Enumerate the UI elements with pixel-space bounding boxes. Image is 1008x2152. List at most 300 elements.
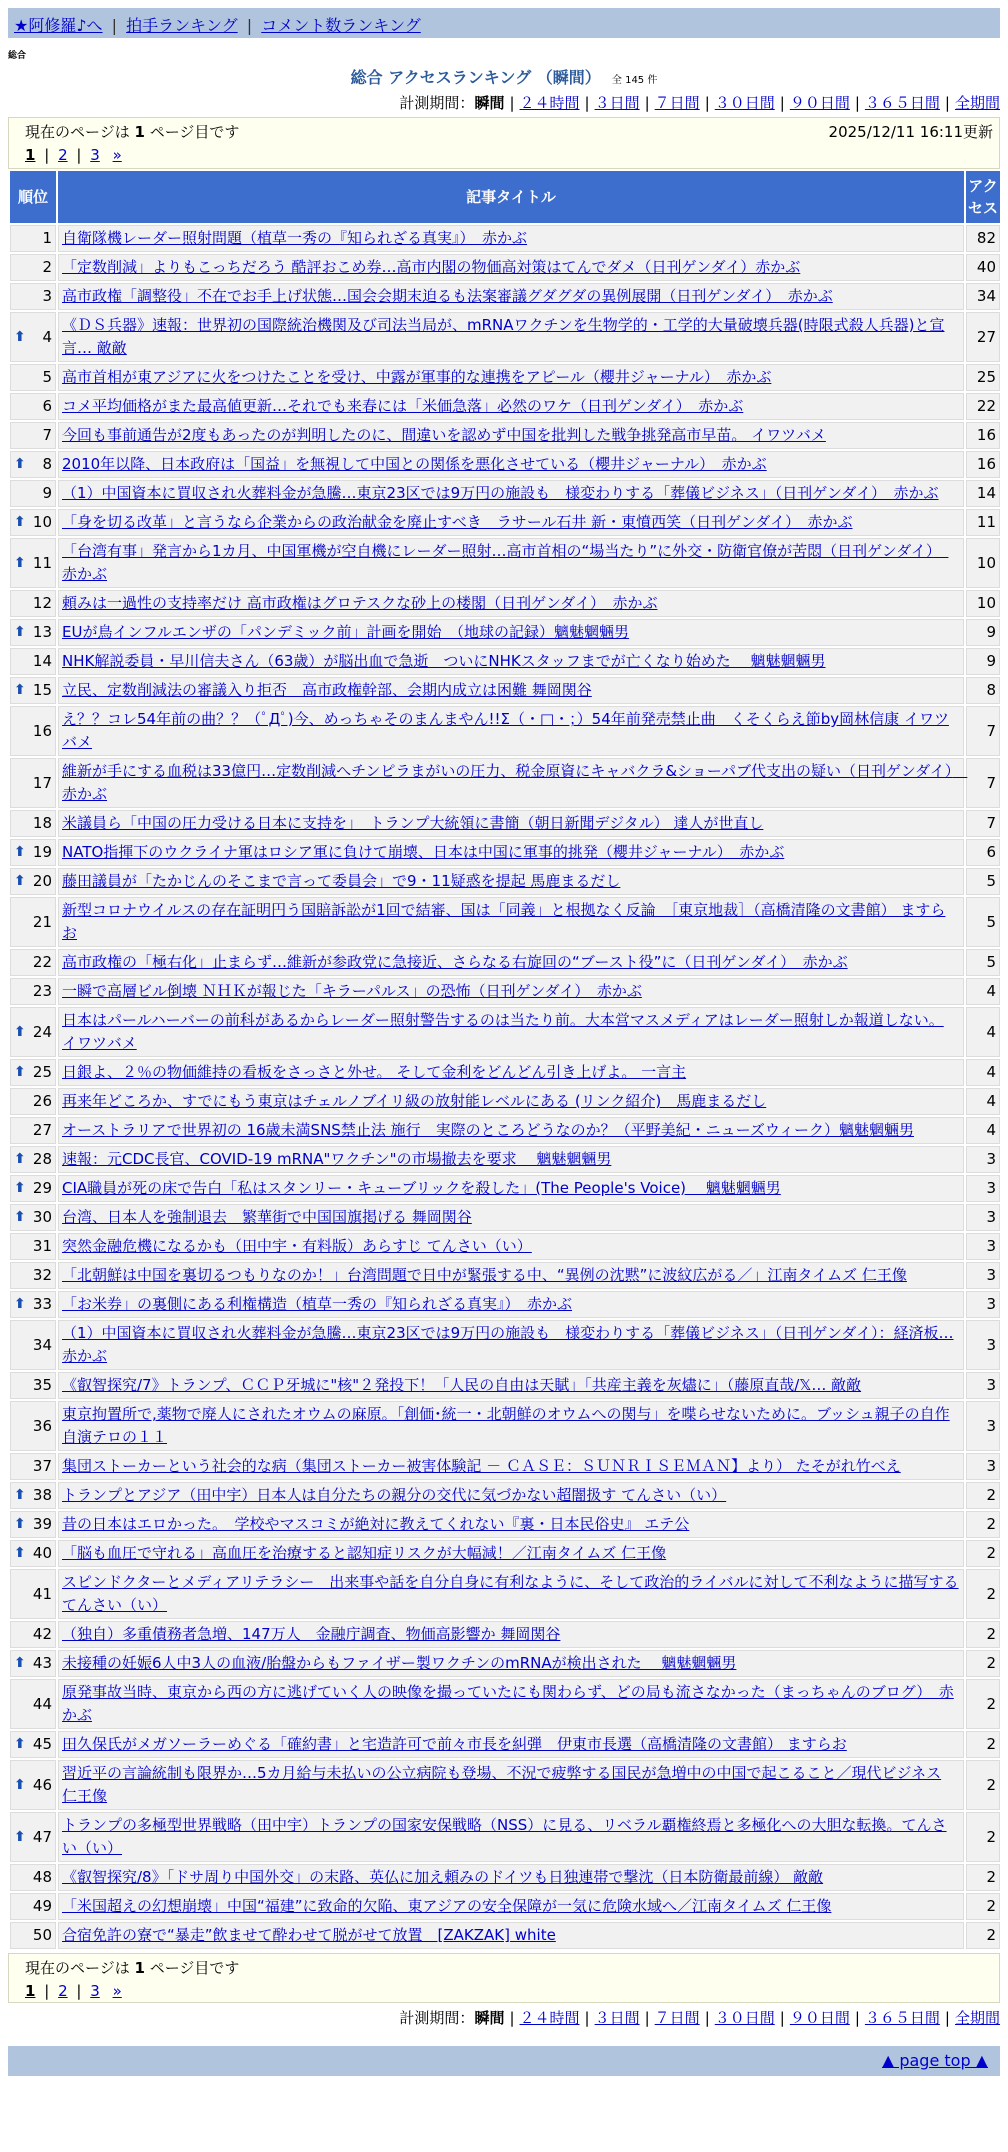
rank-up-arrow-icon: ⬆	[14, 514, 26, 530]
column-header-access: アクセス	[966, 171, 1000, 223]
period-link-7[interactable]: 全期間	[954, 2009, 1000, 2027]
rank-number: 17	[32, 773, 52, 792]
period-separator: |	[779, 2009, 785, 2027]
table-row	[10, 538, 1000, 588]
access-count: 34	[966, 283, 1000, 310]
access-count: 2	[966, 1760, 1000, 1810]
table-row	[10, 1511, 1000, 1538]
title-cell	[58, 1088, 964, 1115]
table-row	[10, 1893, 1000, 1920]
period-link-1[interactable]: ２４時間	[519, 2009, 580, 2027]
table-row	[10, 1401, 1000, 1451]
title-cell	[58, 1893, 964, 1920]
table-row	[10, 1233, 1000, 1260]
title-cell	[58, 1059, 964, 1086]
table-row	[10, 1175, 1000, 1202]
rank-cell	[10, 1731, 56, 1758]
rank-cell	[10, 225, 56, 252]
title-cell	[58, 1482, 964, 1509]
table-row	[10, 677, 1000, 704]
table-row	[10, 1291, 1000, 1318]
period-link-4[interactable]: ３０日間	[714, 2009, 775, 2027]
article-title-link[interactable]: オーストラリアで世界初の 16歳未満SNS禁止法 施行 実際のところどうなのか？（平野美紀・ニューズウィーク）魑魅魍魎男	[62, 1121, 914, 1139]
rank-number: 41	[32, 1584, 52, 1603]
period-label: 計測期間：	[399, 94, 475, 112]
article-title-link[interactable]: NHK解説委員・早川信夫さん（63歳）が脳出血で急逝 ついにNHKスタッフまでが亡くなり始めた 魑魅魍魎男	[62, 652, 826, 670]
table-row	[10, 1372, 1000, 1399]
rank-number: 6	[42, 397, 52, 415]
period-link-4[interactable]: ３０日間	[714, 94, 775, 112]
access-count: 2	[966, 1511, 1000, 1538]
article-title-link[interactable]: 速報：元CDC長官、COVID-19 mRNA"ワクチン"の市場撤去を要求 魑魅魍魎男	[62, 1150, 612, 1168]
rank-number: 22	[32, 953, 52, 971]
article-title-link[interactable]: EUが鳥インフルエンザの「パンデミック前」計画を開始 （地球の記録）魑魅魍魎男	[62, 623, 630, 641]
period-separator: |	[944, 2009, 950, 2027]
title-cell	[58, 1511, 964, 1538]
title-cell	[58, 1760, 964, 1810]
title-cell	[58, 393, 964, 420]
table-row	[10, 1262, 1000, 1289]
period-link-3[interactable]: ７日間	[654, 2009, 700, 2027]
table-row	[10, 480, 1000, 507]
table-row	[10, 1117, 1000, 1144]
access-count: 3	[966, 1372, 1000, 1399]
rank-cell	[10, 810, 56, 837]
article-title-link[interactable]: 一瞬で高層ビル倒壊 ＮＨＫが報じた「キラーパルス」の恐怖（日刊ゲンダイ） 赤かぶ	[62, 982, 642, 1000]
article-title-link[interactable]: トランプとアジア（田中宇）日本人は自分たちの親分の交代に気づかない超闇扱す てんさい（い）	[62, 1486, 727, 1504]
rank-number: 21	[32, 912, 52, 931]
title-cell	[58, 312, 964, 362]
access-count: 14	[966, 480, 1000, 507]
title-cell	[58, 758, 968, 808]
rank-cell	[10, 897, 56, 947]
rank-up-arrow-icon: ⬆	[14, 624, 26, 640]
access-count: 2	[966, 1650, 1000, 1677]
rank-number: 43	[32, 1654, 52, 1672]
article-title-link[interactable]: 東京拘置所で,薬物で廃人にされたオウムの麻原。「創価･統一・北朝鮮のオウムへの関与」を喋らせないために。ブッシュ親子の自作自演テロの１１	[62, 1405, 950, 1446]
rank-number: 42	[32, 1625, 52, 1643]
rank-number: 16	[32, 721, 52, 740]
comment-ranking-link[interactable]: コメント数ランキング	[261, 16, 421, 35]
rank-up-arrow-icon: ⬆	[14, 554, 26, 571]
title-cell	[58, 254, 964, 281]
pager-bottom: 1 | 2 | 3 »	[25, 1982, 122, 2000]
article-title-link[interactable]: 米議員ら「中国の圧力受ける日本に支持を」 トランプ大統領に書簡（朝日新聞デジタル） 達人が世直し	[62, 814, 764, 832]
footer-bar	[8, 2046, 1000, 2076]
page-1-current: 1	[25, 1982, 36, 2000]
article-title-link[interactable]: え？？コレ54年前の曲？？（ﾟДﾟ)今、めっちゃそのまんまやん!!Σ（・□・；）54年前発売禁止曲 くそくらえ節by岡林信康 イワツバメ	[62, 710, 949, 751]
rank-cell	[10, 648, 56, 675]
article-title-link[interactable]: 藤田議員が「たかじんのそこまで言って委員会」で9・11疑惑を提起 馬鹿まるだし	[62, 872, 621, 890]
rank-number: 23	[32, 982, 52, 1000]
title-cell	[58, 1922, 964, 1949]
rank-cell	[10, 1401, 56, 1451]
page-top-link[interactable]: ▲ page top ▲	[881, 2051, 988, 2070]
article-title-link[interactable]: 《ＤＳ兵器》速報：世界初の国際統治機関及び司法当局が、mRNAワクチンを生物学的・工学的大量破壊兵器(時限式殺人兵器)と宣言… 敵敵	[62, 316, 945, 357]
access-count: 4	[966, 1007, 1000, 1057]
access-count: 4	[966, 978, 1000, 1005]
title-cell	[58, 509, 964, 536]
rank-cell	[10, 1679, 56, 1729]
rank-up-arrow-icon: ⬆	[14, 328, 26, 345]
article-title-link[interactable]: 田久保氏がメガソーラーめぐる「確約書」と宅造許可で前々市長を糾弾 伊東市長選（高橋清隆の文書館） ますらお	[62, 1735, 847, 1753]
access-count: 10	[966, 538, 1000, 588]
column-header-rank: 順位	[10, 171, 56, 223]
current-page-number: 1	[134, 1959, 145, 1977]
access-count: 5	[966, 897, 1000, 947]
period-separator: |	[509, 94, 515, 112]
total-count: 全 145 件	[611, 75, 658, 86]
access-count: 7	[966, 706, 1000, 756]
rank-up-arrow-icon: ⬆	[14, 1776, 26, 1793]
rank-cell	[10, 1088, 56, 1115]
rank-cell	[10, 451, 56, 478]
rank-cell	[10, 949, 56, 976]
title-cell	[58, 1679, 964, 1729]
title-cell	[58, 949, 964, 976]
title-cell	[58, 706, 964, 756]
access-count: 2	[966, 1864, 1000, 1891]
rank-cell	[10, 1482, 56, 1509]
article-title-link[interactable]: 維新が手にする血税は33億円…定数削減へチンピラまがいの圧力、税金原資にキャバクラ&ショーパブ代支出の疑い（日刊ゲンダイ） 赤かぶ	[62, 762, 968, 803]
rank-number: 11	[32, 553, 52, 572]
rank-up-arrow-icon: ⬆	[14, 1296, 26, 1312]
table-row	[10, 283, 1000, 310]
title-cell	[58, 225, 964, 252]
title-cell	[58, 1007, 964, 1057]
period-link-5[interactable]: ９０日間	[789, 94, 850, 112]
article-title-link[interactable]: 「お米券」の裏側にある利権構造（植草一秀の『知られざる真実』） 赤かぶ	[62, 1295, 573, 1313]
article-title-link[interactable]: 今回も事前通告が2度もあったのが判明したのに、間違いを認めず中国を批判した戦争挑発高市早苗。 イワツバメ	[62, 426, 826, 444]
rank-up-arrow-icon: ⬆	[14, 1655, 26, 1671]
rank-number: 7	[42, 426, 52, 444]
access-count: 3	[966, 1146, 1000, 1173]
rank-number: 26	[32, 1092, 52, 1110]
table-row	[10, 364, 1000, 391]
nav-separator: |	[111, 16, 118, 35]
title-cell	[58, 1233, 964, 1260]
article-title-link[interactable]: 《叡智探究/7》トランプ、ＣＣＰ牙城に"核"２発投下！「人民の自由は天賦」「共産主義を灰燼に」（藤原直哉/𝕏… 敵敵	[62, 1376, 862, 1394]
rank-cell	[10, 422, 56, 449]
access-count: 5	[966, 949, 1000, 976]
period-current: 瞬間	[474, 94, 505, 112]
article-title-link[interactable]: 新型コロナウイルスの存在証明円う国賠訴訟が1回で結審、国は「同義」と根拠なく反論 ［東京地裁］（高橋清隆の文書館） ますらお	[62, 901, 946, 942]
rank-cell	[10, 1511, 56, 1538]
period-link-7[interactable]: 全期間	[954, 94, 1000, 112]
rank-number: 25	[32, 1063, 52, 1081]
article-title-link[interactable]: 「定数削減」よりもこっちだろう 酷評おこめ券…高市内閣の物価高対策はてんでダメ（日刊ゲンダイ）赤かぶ	[62, 258, 801, 276]
period-link-6[interactable]: ３６５日間	[864, 94, 940, 112]
period-link-2[interactable]: ３日間	[594, 94, 640, 112]
rank-cell	[10, 1262, 56, 1289]
access-count: 2	[966, 1569, 1000, 1619]
table-row	[10, 590, 1000, 617]
next-page-link[interactable]: »	[112, 1982, 122, 2000]
table-row	[10, 868, 1000, 895]
period-link-5[interactable]: ９０日間	[789, 2009, 850, 2027]
article-title-link[interactable]: （独自）多重債務者急増、147万人 金融庁調査、物価高影響か 舞岡関谷	[62, 1625, 561, 1643]
rank-number: 20	[32, 872, 52, 890]
rank-number: 5	[42, 368, 52, 386]
article-title-link[interactable]: 高市政権「調整役」不在でお手上げ状態…国会会期末迫るも法案審議グダグダの異例展開（日刊ゲンダイ） 赤かぶ	[62, 287, 833, 305]
title-cell	[58, 1569, 964, 1619]
rank-up-arrow-icon: ⬆	[14, 1487, 26, 1503]
rank-number: 47	[32, 1827, 52, 1846]
rank-number: 32	[32, 1266, 52, 1284]
access-count: 8	[966, 677, 1000, 704]
table-row	[10, 1569, 1000, 1619]
access-count: 4	[966, 1117, 1000, 1144]
rank-number: 48	[32, 1868, 52, 1886]
rank-number: 19	[32, 843, 52, 861]
rank-number: 28	[32, 1150, 52, 1168]
article-title-link[interactable]: 昔の日本はエロかった。 学校やマスコミが絶対に教えてくれない『裏・日本民俗史』 エテ公	[62, 1515, 690, 1533]
rank-number: 8	[42, 455, 52, 473]
period-link-1[interactable]: ２４時間	[519, 94, 580, 112]
article-title-link[interactable]: 集団ストーカーという社会的な病（集団ストーカー被害体験記 － ＣＡＳＥ：ＳＵＮＲＩＳＥＭＡＮ】より） たそがれ竹べえ	[62, 1457, 901, 1475]
table-row	[10, 897, 1000, 947]
rank-cell	[10, 1453, 56, 1480]
rank-cell	[10, 1569, 56, 1619]
rank-number: 38	[32, 1486, 52, 1504]
current-page-text: 現在のページは 1 ページ目です	[25, 1959, 240, 1977]
rank-cell	[10, 1922, 56, 1949]
ranking-table	[8, 169, 1002, 1951]
rank-cell	[10, 1233, 56, 1260]
rank-up-arrow-icon: ⬆	[14, 844, 26, 860]
access-count: 2	[966, 1893, 1000, 1920]
rank-number: 12	[32, 594, 52, 612]
access-count: 2	[966, 1812, 1000, 1862]
article-title-link[interactable]: 「脳も血圧で守れる」高血圧を治療すると認知症リスクが大幅減！／江南タイムズ 仁王像	[62, 1544, 667, 1562]
article-title-link[interactable]: 「台湾有事」発言から1カ月、中国軍機が空自機にレーダー照射…高市首相の“場当たり”に外交・防衛官僚が苦悶（日刊ゲンダイ） 赤かぶ	[62, 542, 949, 583]
rank-number: 4	[42, 327, 52, 346]
access-count: 3	[966, 1262, 1000, 1289]
table-row	[10, 422, 1000, 449]
rank-cell	[10, 1372, 56, 1399]
article-title-link[interactable]: 自衛隊機レーダー照射問題（植草一秀の『知られざる真実』） 赤かぶ	[62, 229, 528, 247]
article-title-link[interactable]: 立民、定数削減法の審議入り拒否 高市政権幹部、会期内成立は困難 舞岡関谷	[62, 681, 592, 699]
rank-cell	[10, 1007, 56, 1057]
article-title-link[interactable]: 未接種の妊娠6人中3人の血液/胎盤からもファイザー製ワクチンのmRNAが検出された 魑魅魍魎男	[62, 1654, 737, 1672]
rank-cell	[10, 758, 56, 808]
article-title-link[interactable]: 原発事故当時、東京から西の方に逃げていく人の映像を撮っていたにも関わらず、どの局も流さなかった（まっちゃんのブログ） 赤かぶ	[62, 1683, 954, 1724]
rank-number: 30	[32, 1208, 52, 1226]
rank-cell	[10, 538, 56, 588]
article-title-link[interactable]: スピンドクターとメディアリテラシー 出来事や話を自分自身に有利なように、そして政治的ライバルに対して不利なように描写する てんさい（い）	[62, 1573, 959, 1614]
article-title-link[interactable]: コメ平均価格がまた最高値更新…それでも来春には「米価急落」必然のワケ（日刊ゲンダイ） 赤かぶ	[62, 397, 744, 415]
title-cell	[58, 897, 964, 947]
rank-cell	[10, 1621, 56, 1648]
table-row	[10, 1320, 1000, 1370]
article-title-link[interactable]: （1）中国資本に買収され火葬料金が急騰…東京23区では9万円の施設も 様変わりする「葬儀ビジネス」（日刊ゲンダイ） 赤かぶ	[62, 484, 939, 502]
title-cell	[58, 480, 964, 507]
access-count: 2	[966, 1482, 1000, 1509]
home-link[interactable]: ★阿修羅♪へ	[14, 16, 103, 35]
rank-cell	[10, 254, 56, 281]
pager-top: 1 | 2 | 3 »	[25, 146, 122, 164]
period-separator: |	[584, 94, 590, 112]
access-count: 82	[966, 225, 1000, 252]
table-row	[10, 1482, 1000, 1509]
table-row	[10, 1922, 1000, 1949]
table-row	[10, 978, 1000, 1005]
rank-cell	[10, 1146, 56, 1173]
period-separator: |	[854, 2009, 860, 2027]
table-row	[10, 393, 1000, 420]
top-navigation-bar	[8, 8, 1000, 38]
article-title-link[interactable]: NATO指揮下のウクライナ軍はロシア軍に負けて崩壊、日本は中国に軍事的挑発（櫻井ジャーナル） 赤かぶ	[62, 843, 785, 861]
table-row	[10, 451, 1000, 478]
table-row	[10, 839, 1000, 866]
period-link-3[interactable]: ７日間	[654, 94, 700, 112]
access-count: 3	[966, 1320, 1000, 1370]
page-3-link[interactable]: 3	[90, 146, 100, 164]
rank-cell	[10, 393, 56, 420]
title-cell	[58, 677, 964, 704]
title-cell	[58, 810, 964, 837]
rank-number: 15	[32, 681, 52, 699]
table-row	[10, 1731, 1000, 1758]
table-row	[10, 1540, 1000, 1567]
table-row	[10, 619, 1000, 646]
rank-cell	[10, 1864, 56, 1891]
period-separator: |	[944, 94, 950, 112]
period-label: 計測期間：	[399, 2009, 475, 2027]
page-3-link[interactable]: 3	[90, 1982, 100, 2000]
access-count: 9	[966, 648, 1000, 675]
period-separator: |	[779, 94, 785, 112]
article-title-link[interactable]: 2010年以降、日本政府は「国益」を無視して中国との関係を悪化させている（櫻井ジャーナル） 赤かぶ	[62, 455, 767, 473]
rank-number: 18	[32, 814, 52, 832]
table-row	[10, 509, 1000, 536]
access-count: 3	[966, 1401, 1000, 1451]
title-cell	[58, 978, 964, 1005]
access-count: 6	[966, 839, 1000, 866]
article-title-link[interactable]: CIA職員が死の床で告白「私はスタンリー・キューブリックを殺した」(The People's Voice) 魑魅魍魎男	[62, 1179, 781, 1197]
access-count: 3	[966, 1291, 1000, 1318]
rank-cell	[10, 706, 56, 756]
rank-number: 49	[32, 1897, 52, 1915]
page-2-link[interactable]: 2	[58, 146, 68, 164]
table-row	[10, 1059, 1000, 1086]
rank-cell	[10, 364, 56, 391]
rank-cell	[10, 1204, 56, 1231]
access-count: 11	[966, 509, 1000, 536]
table-header-row	[10, 171, 1000, 223]
table-row	[10, 1453, 1000, 1480]
article-title-link[interactable]: 「北朝鮮は中国を裏切るつもりなのか！」台湾問題で日中が緊張する中、“異例の沈黙”に波紋広がる／」江南タイムズ 仁王像	[62, 1266, 907, 1284]
rank-number: 33	[32, 1295, 52, 1313]
article-title-link[interactable]: 日銀よ、２％の物価維持の看板をさっさと外せ。 そして金利をどんどん引き上げよ。 一言主	[62, 1063, 687, 1081]
access-count: 10	[966, 590, 1000, 617]
title-cell	[58, 1621, 964, 1648]
table-row	[10, 1760, 1000, 1810]
article-title-link[interactable]: 「米国超えの幻想崩壊」中国“福建”に致命的欠陥、東アジアの安全保障が一気に危険水域へ／江南タイムズ 仁王像	[62, 1897, 832, 1915]
title-cell	[58, 619, 964, 646]
table-row	[10, 1679, 1000, 1729]
article-title-link[interactable]: 再来年どころか、すでにもう東京はチェルノブイリ級の放射能レベルにある (リンク紹介) 馬鹿まるだし	[62, 1092, 767, 1110]
title-cell	[58, 648, 964, 675]
title-cell	[58, 422, 964, 449]
rank-number: 50	[32, 1926, 52, 1944]
article-title-link[interactable]: 高市首相が東アジアに火をつけたことを受け、中露が軍事的な連携をアピール（櫻井ジャーナル） 赤かぶ	[62, 368, 772, 386]
article-title-link[interactable]: 日本はパールハーバーの前科があるからレーダー照射警告するのは当たり前。大本営マスメディアはレーダー照射しか報道しない。 イワツバメ	[62, 1011, 944, 1052]
rank-cell	[10, 590, 56, 617]
rank-cell	[10, 619, 56, 646]
article-title-link[interactable]: 「身を切る改革」と言うなら企業からの政治献金を廃止すべき ラサール石井 新・東憤西笑（日刊ゲンダイ） 赤かぶ	[62, 513, 853, 531]
title-cell	[58, 283, 964, 310]
access-count: 5	[966, 868, 1000, 895]
access-count: 40	[966, 254, 1000, 281]
period-link-2[interactable]: ３日間	[594, 2009, 640, 2027]
table-row	[10, 1204, 1000, 1231]
rank-cell	[10, 1117, 56, 1144]
title-cell	[58, 538, 964, 588]
rank-up-arrow-icon: ⬆	[14, 1064, 26, 1080]
title-cell	[58, 1401, 964, 1451]
period-separator: |	[704, 2009, 710, 2027]
rank-number: 27	[32, 1121, 52, 1139]
rank-cell	[10, 839, 56, 866]
rank-number: 9	[42, 484, 52, 502]
next-page-link[interactable]: »	[112, 146, 122, 164]
access-count: 7	[966, 758, 1000, 808]
rank-up-arrow-icon: ⬆	[14, 1209, 26, 1225]
article-title-link[interactable]: 《叡智探究/8》「ドサ周り中国外交」の末路、英仏に加え頼みのドイツも日独連帯で撃沈（日本防衛最前線） 敵敵	[62, 1868, 824, 1886]
rank-cell	[10, 480, 56, 507]
table-row	[10, 810, 1000, 837]
article-title-link[interactable]: 台湾、日本人を強制退去 繁華街で中国国旗掲げる 舞岡関谷	[62, 1208, 472, 1226]
title-cell	[58, 364, 964, 391]
rank-cell	[10, 1059, 56, 1086]
table-row	[10, 706, 1000, 756]
title-cell	[58, 1117, 964, 1144]
access-count: 2	[966, 1540, 1000, 1567]
article-title-link[interactable]: （1）中国資本に買収され火葬料金が急騰…東京23区では9万円の施設も 様変わりする「葬儀ビジネス」（日刊ゲンダイ）：経済板…赤かぶ	[62, 1324, 954, 1365]
article-title-link[interactable]: 習近平の言論統制も限界か…5カ月給与未払いの公立病院も登場、不況で疲弊する国民が急増中の中国で起こること／現代ビジネス 仁王像	[62, 1764, 942, 1805]
title-cell	[58, 1812, 964, 1862]
rank-number: 29	[32, 1179, 52, 1197]
article-title-link[interactable]: 突然金融危機になるかも（田中宇・有料版）あらすじ てんさい（い）	[62, 1237, 532, 1255]
table-row	[10, 1007, 1000, 1057]
period-separator: |	[704, 94, 710, 112]
table-row	[10, 1088, 1000, 1115]
access-count: 27	[966, 312, 1000, 362]
access-count: 3	[966, 1453, 1000, 1480]
page-2-link[interactable]: 2	[58, 1982, 68, 2000]
article-title-link[interactable]: 頼みは一過性の支持率だけ 高市政権はグロテスクな砂上の楼閣（日刊ゲンダイ） 赤かぶ	[62, 594, 658, 612]
title-cell	[58, 1146, 964, 1173]
table-row	[10, 1864, 1000, 1891]
rank-up-arrow-icon: ⬆	[14, 1023, 26, 1040]
title-cell	[58, 1204, 964, 1231]
nav-separator: |	[246, 16, 253, 35]
title-cell	[58, 1175, 964, 1202]
clap-ranking-link[interactable]: 拍手ランキング	[126, 16, 238, 35]
period-link-6[interactable]: ３６５日間	[864, 2009, 940, 2027]
article-title-link[interactable]: 高市政権の「極右化」止まらず…維新が参政党に急接近、さらなる右旋回の“ブースト役”に（日刊ゲンダイ） 赤かぶ	[62, 953, 848, 971]
article-title-link[interactable]: トランプの多極型世界戦略（田中宇）トランプの国家安保戦略（NSS）に見る、リベラル覇権終焉と多極化への大胆な転換。てんさい（い）	[62, 1816, 947, 1857]
rank-number: 40	[32, 1544, 52, 1562]
table-row	[10, 1812, 1000, 1862]
page-1-current: 1	[25, 146, 36, 164]
table-row	[10, 1650, 1000, 1677]
rank-up-arrow-icon: ⬆	[14, 1545, 26, 1561]
period-current: 瞬間	[474, 2009, 505, 2027]
article-title-link[interactable]: 合宿免許の寮で“暴走”飲ませて酔わせて脱がせて放置 [ZAKZAK] white	[62, 1926, 556, 1944]
rank-cell	[10, 1175, 56, 1202]
